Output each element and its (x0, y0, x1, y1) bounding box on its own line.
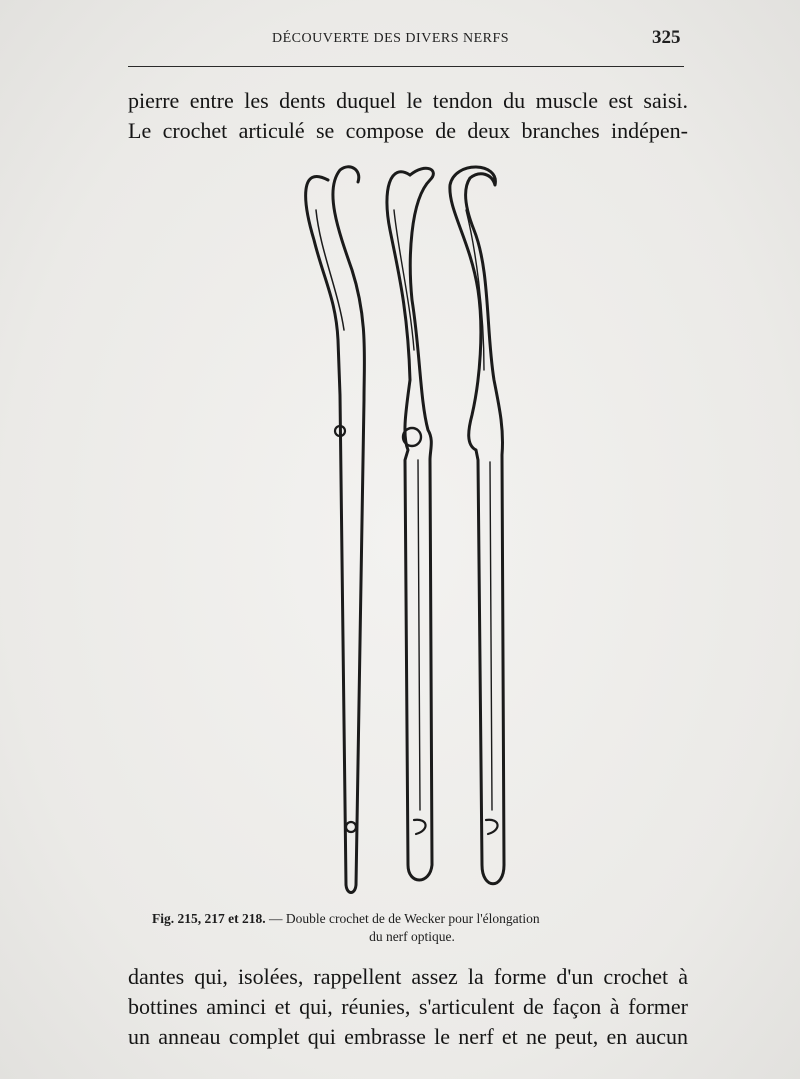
caption-text-line1: — Double crochet de de Wecker pour l'élongation (269, 911, 540, 926)
figure-caption (152, 910, 672, 946)
body-line: Le crochet articulé se compose de deux branches indépen- (128, 118, 688, 143)
page-number: 325 (652, 27, 681, 48)
figure-label: Fig. 215, 217 et 218. (152, 911, 266, 926)
body-line: bottines aminci et qui, réunies, s'articulent de façon à former (128, 994, 688, 1019)
body-line: un anneau complet qui embrasse le nerf et ne peut, en aucun (128, 1024, 688, 1049)
forceps-illustration (290, 150, 530, 910)
right-hook-instrument (450, 167, 504, 884)
running-head: DÉCOUVERTE DES DIVERS NERFS (272, 31, 510, 46)
body-line: dantes qui, isolées, rappellent assez la forme d'un crochet à (128, 964, 688, 989)
caption-text-line2: du nerf optique. (369, 929, 455, 944)
header-rule (128, 66, 684, 67)
middle-hook-instrument (387, 168, 433, 880)
left-hook-instrument (306, 167, 365, 893)
body-line: pierre entre les dents duquel le tendon du muscle est saisi. (128, 88, 688, 113)
